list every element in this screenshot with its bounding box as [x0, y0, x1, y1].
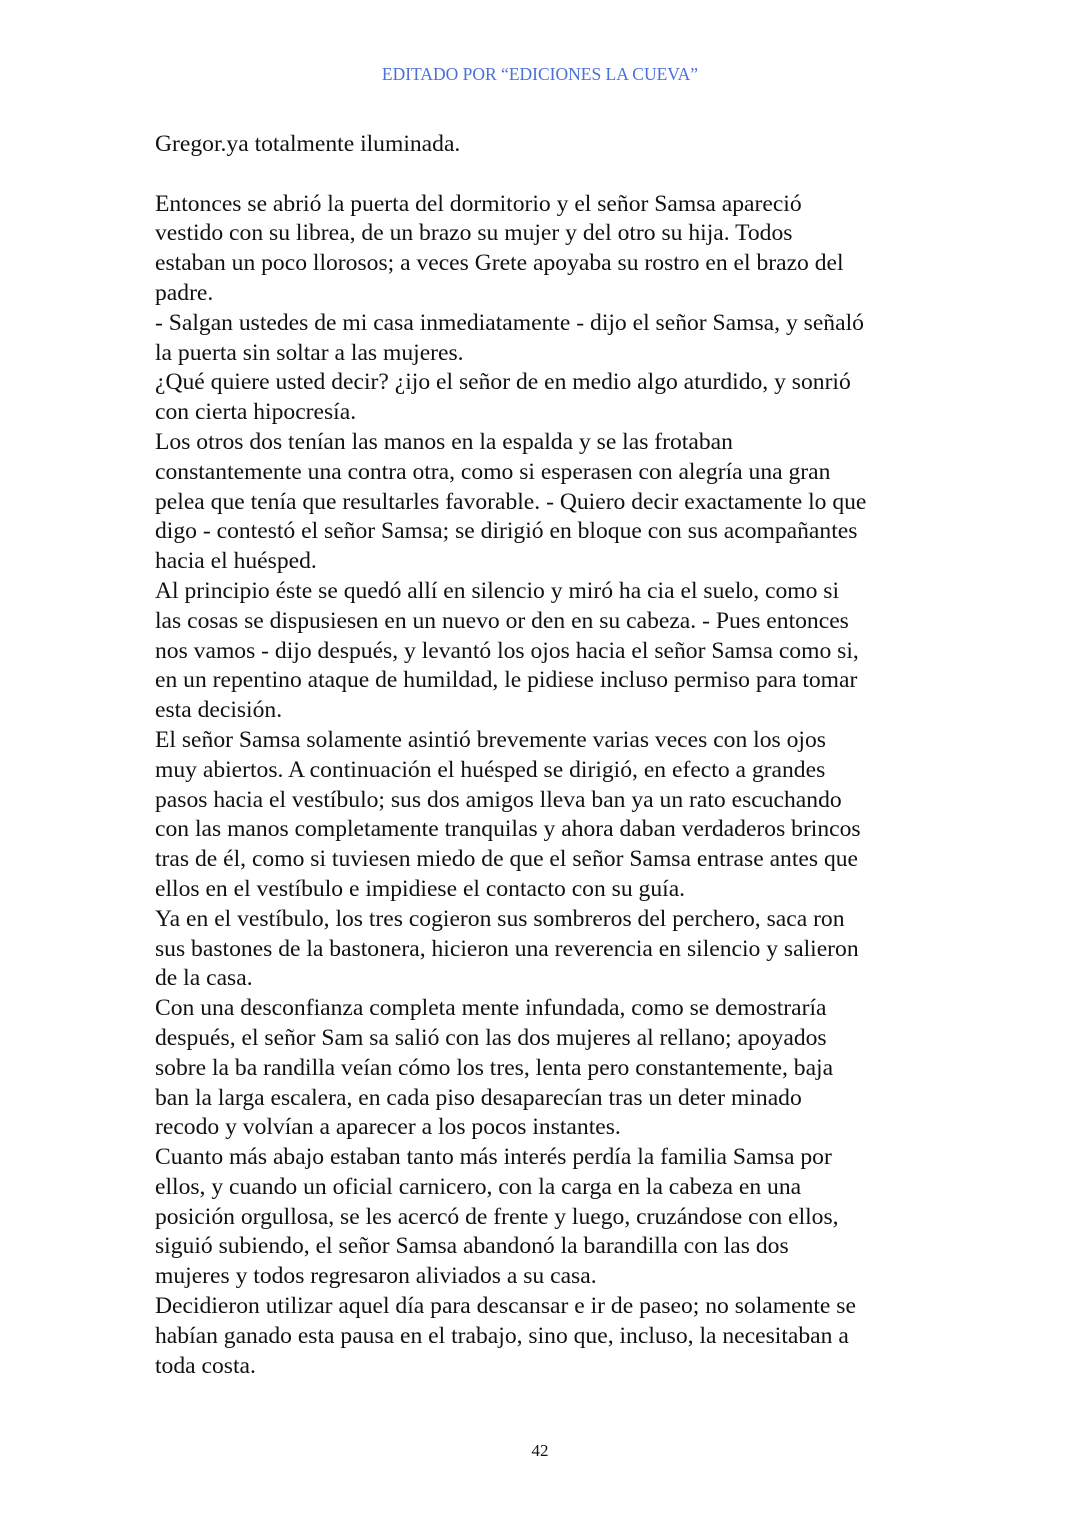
text-line: [155, 160, 955, 190]
text-line: El señor Samsa solamente asintió brevemente varias veces con los ojos: [155, 726, 826, 753]
text-line: muy abiertos. A continuación el huésped se dirigió, en efecto a grandes: [155, 756, 826, 783]
text-line: Los otros dos tenían las manos en la espalda y se las frotaban: [155, 428, 733, 455]
text-line: después, el señor Sam sa salió con las dos mujeres al rellano; apoyados: [155, 1024, 827, 1051]
text-line: Entonces se abrió la puerta del dormitorio y el señor Samsa apareció: [155, 190, 802, 217]
text-line: padre.: [155, 279, 214, 306]
text-line: Decidieron utilizar aquel día para descansar e ir de paseo; no solamente se: [155, 1293, 856, 1320]
text-line: habían ganado esta pausa en el trabajo, sino que, incluso, la necesitaban a: [155, 1322, 849, 1349]
text-line: mujeres y todos regresaron aliviados a su casa.: [155, 1263, 597, 1290]
text-line: recodo y volvían a aparecer a los pocos instantes.: [155, 1114, 621, 1141]
text-line: ellos en el vestíbulo e impidiese el contacto con su guía.: [155, 875, 686, 902]
text-line: Con una desconfianza completa mente infundada, como se demostraría: [155, 995, 827, 1022]
text-line: digo - contestó el señor Samsa; se dirigió en bloque con sus acompañantes: [155, 518, 858, 545]
text-line: Gregor.ya totalmente iluminada.: [155, 131, 461, 157]
text-line: Ya en el vestíbulo, los tres cogieron sus sombreros del perchero, saca ron: [155, 905, 845, 932]
body-text: [155, 130, 955, 1381]
text-line: pasos hacia el vestíbulo; sus dos amigos lleva ban ya un rato escuchando: [155, 786, 842, 813]
text-line: en un repentino ataque de humildad, le pidiese incluso permiso para tomar: [155, 667, 858, 694]
running-header: EDITADO POR “EDICIONES LA CUEVA”: [381, 64, 699, 84]
text-line: siguió subiendo, el señor Samsa abandonó la barandilla con las dos: [155, 1233, 789, 1260]
text-line: sus bastones de la bastonera, hicieron una reverencia en silencio y salieron: [155, 935, 859, 962]
text-line: Cuanto más abajo estaban tanto más interés perdía la familia Samsa por: [155, 1144, 832, 1171]
text-line: estaban un poco llorosos; a veces Grete apoyaba su rostro en el brazo del: [155, 250, 844, 277]
text-line: la puerta sin soltar a las mujeres.: [155, 339, 464, 366]
text-line: pelea que tenía que resultarles favorable. - Quiero decir exactamente lo que: [155, 488, 867, 515]
text-line: esta decisión.: [155, 697, 283, 724]
text-line: - Salgan ustedes de mi casa inmediatamente - dijo el señor Samsa, y señaló: [155, 309, 864, 336]
text-line: ellos, y cuando un oficial carnicero, con la carga en la cabeza en una: [155, 1173, 802, 1200]
text-line: Al principio éste se quedó allí en silencio y miró ha cia el suelo, como si: [155, 577, 840, 604]
text-line: vestido con su librea, de un brazo su mujer y del otro su hija. Todos: [155, 220, 793, 247]
text-line: toda costa.: [155, 1352, 256, 1379]
text-line: constantemente una contra otra, como si esperasen con alegría una gran: [155, 458, 831, 485]
text-line: ban la larga escalera, en cada piso desaparecían tras un deter minado: [155, 1084, 802, 1111]
text-line: con las manos completamente tranquilas y ahora daban verdaderos brincos: [155, 816, 861, 843]
text-line: las cosas se dispusiesen en un nuevo or den en su cabeza. - Pues entonces: [155, 607, 849, 634]
text-line: sobre la ba randilla veían cómo los tres, lenta pero constantemente, baja: [155, 1054, 834, 1081]
text-line: posición orgullosa, se les acercó de frente y luego, cruzándose con ellos,: [155, 1203, 839, 1230]
text-line: ¿Qué quiere usted decir? ¿ijo el señor de en medio algo aturdido, y sonrió: [155, 369, 851, 396]
text-line: nos vamos - dijo después, y levantó los ojos hacia el señor Samsa como si,: [155, 637, 859, 664]
text-line: de la casa.: [155, 965, 253, 992]
page-number: 42: [531, 1441, 549, 1460]
text-line: tras de él, como si tuviesen miedo de que el señor Samsa entrase antes que: [155, 846, 859, 873]
text-line: con cierta hipocresía.: [155, 399, 357, 426]
text-line: hacia el huésped.: [155, 548, 317, 575]
